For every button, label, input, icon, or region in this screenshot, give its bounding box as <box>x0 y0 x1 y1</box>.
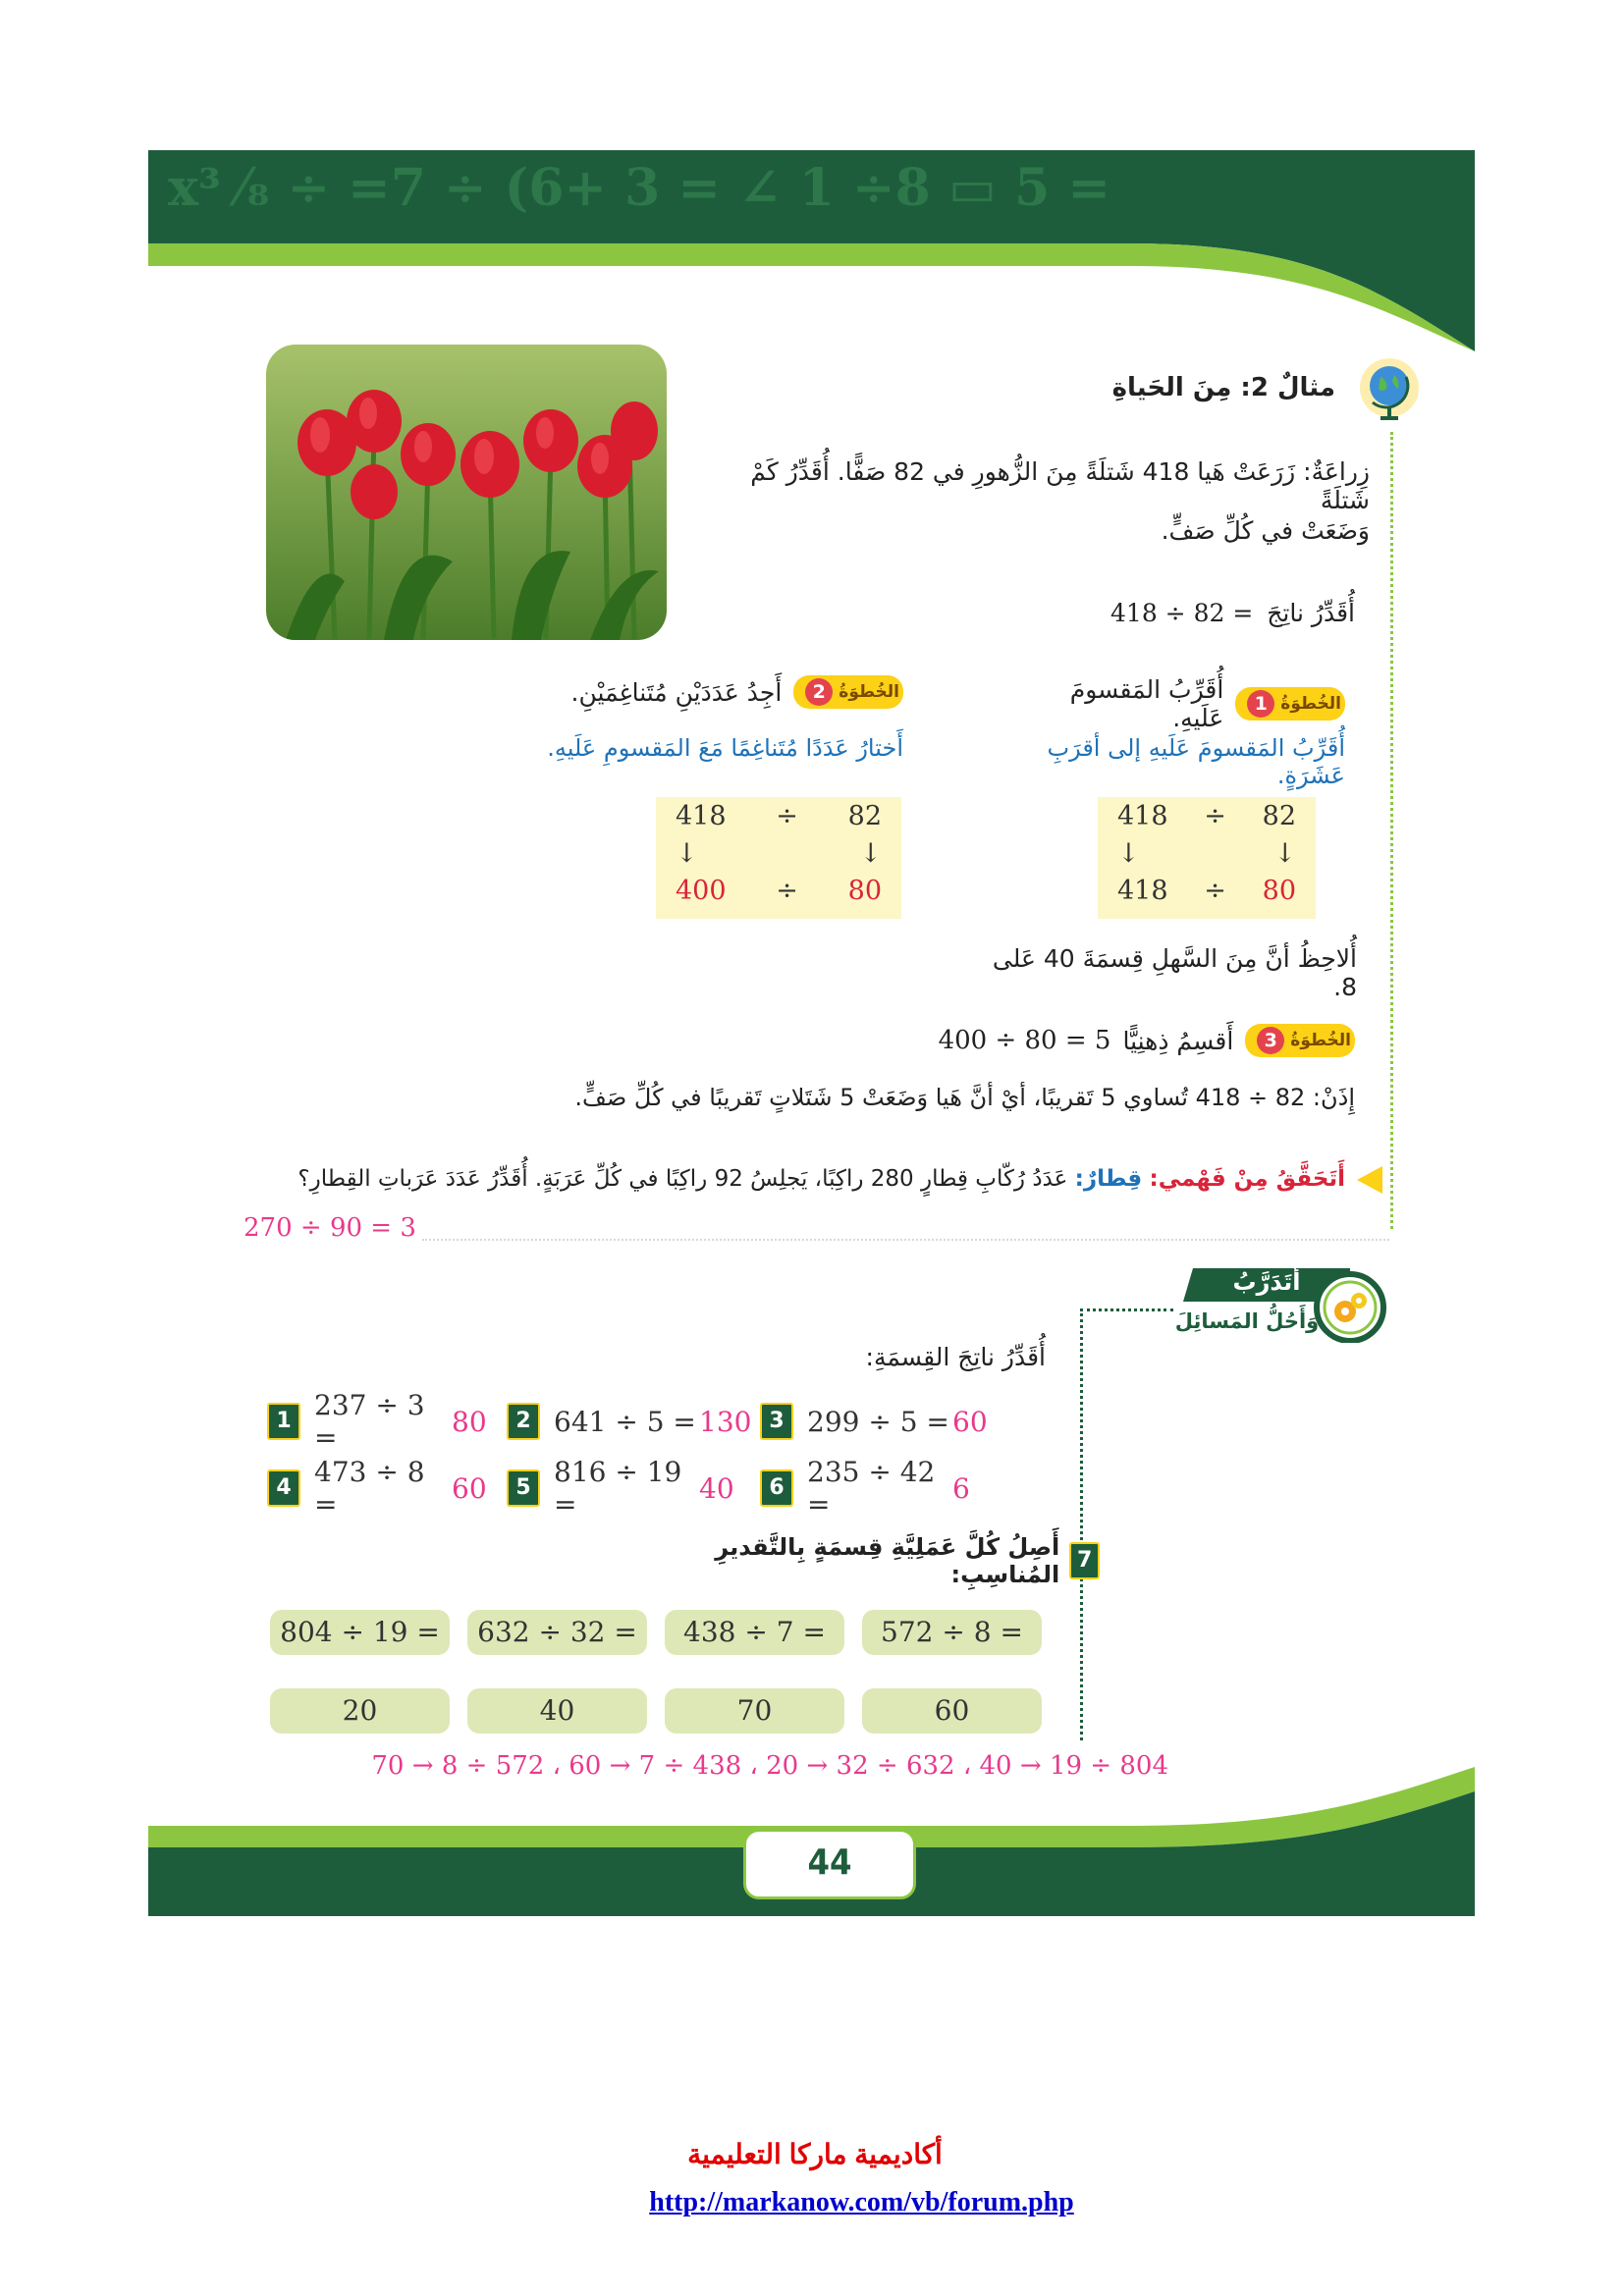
step-3-heading <box>933 1024 1355 1057</box>
estimate-option[interactable]: 60 <box>862 1688 1042 1734</box>
forum-link[interactable]: http://markanow.com/vb/forum.php <box>649 2187 1074 2217</box>
check-question <box>298 1166 1345 1192</box>
step-2-description: أَختارُ عَدَدًا مُتَناغِمًا مَعَ المَقسومِ عَلَيهِ. <box>547 734 903 762</box>
step-1-badge: الخُطوَةُ 1 <box>1235 687 1345 721</box>
practice-subtitle: وَأَحُلُّ المَسائِلَ <box>1174 1309 1320 1333</box>
question-number: 1 <box>267 1403 300 1440</box>
step-1-title: أُقَرِّبُ المَقسومَ عَلَيهِ. <box>1069 675 1224 732</box>
question-answer: 60 <box>452 1471 487 1505</box>
question-answer: 130 <box>699 1405 752 1438</box>
question-answer: 40 <box>699 1471 734 1505</box>
question-number: 4 <box>267 1469 300 1507</box>
question-number: 5 <box>507 1469 540 1507</box>
practice-border-left <box>1080 1308 1083 1740</box>
example-border-right <box>1390 432 1393 1229</box>
question-answer: 6 <box>952 1471 970 1505</box>
question-answer: 60 <box>952 1405 988 1438</box>
step-2-calc-box: 418 ÷ 82 ↓ ↓ 400 ÷ 80 <box>656 797 901 919</box>
practice-title: أَتَدَرَّبُ <box>1232 1268 1301 1296</box>
conclusion-text: إِذَنْ: 82 ÷ 418 تُساوي 5 تَقريبًا، أيْ أنَّ هَيا وَضَعَتْ 5 شَتَلاتٍ تَقريبًا في كُلِّ صَفٍّ. <box>574 1084 1355 1111</box>
question-expression: 299 ÷ 5 = <box>807 1405 949 1438</box>
estimate-expression: 418 ÷ 82 = <box>1110 599 1254 627</box>
step-2-title: أَجِدُ عَدَدَيْنِ مُتَناغِمَيْنِ. <box>570 677 783 707</box>
practice-border-top <box>1080 1308 1173 1311</box>
step-3-title: أَقسِمُ ذِهنِيًّا <box>1122 1026 1234 1055</box>
step-1-description: أُقَرِّبُ المَقسومَ عَلَيهِ إلى أقرَبِ عَشَرَةٍ. <box>1047 734 1345 789</box>
check-pointer-icon <box>1357 1166 1382 1194</box>
example-title: مثالٌ 2: مِنَ الحَياةِ <box>1111 373 1335 402</box>
academy-name: أكاديمية ماركا التعليمية <box>687 2139 943 2169</box>
arrow-icon: ↓ <box>1117 838 1140 869</box>
question-number: 6 <box>760 1469 793 1507</box>
question-number: 2 <box>507 1403 540 1440</box>
problem-line-1: زِراعَةٌ: زَرَعَتْ هَيا 418 شَتلَةً مِنَ الزُّهورِ في 82 صَفًّا. أُقَدِّرُ كَمْ شَتلَةً <box>750 457 1370 514</box>
question-expression: 816 ÷ 19 = <box>554 1456 682 1521</box>
estimate-option[interactable]: 20 <box>270 1688 450 1734</box>
arrow-icon: ↓ <box>1273 838 1296 869</box>
step-1-heading <box>1011 675 1345 732</box>
example-border-bottom <box>422 1239 1389 1241</box>
check-topic: قِطارٌ: <box>1074 1166 1143 1192</box>
division-operation[interactable]: 632 ÷ 32 = <box>467 1610 647 1655</box>
problem-line-2: وَضَعَتْ في كُلِّ صَفٍّ. <box>1161 516 1370 545</box>
step-2-badge: الخُطوَةُ 2 <box>793 675 903 709</box>
tulips-photo <box>266 345 667 640</box>
question-7-heading <box>648 1533 1100 1588</box>
question-expression: 641 ÷ 5 = <box>554 1405 696 1438</box>
step-1-calc-box: 418 ÷ 82 ↓ ↓ 418 ÷ 80 <box>1098 797 1316 919</box>
step-3-badge: الخُطوَةُ 3 <box>1245 1024 1355 1057</box>
question-answer: 80 <box>452 1405 487 1438</box>
question-number: 3 <box>760 1403 793 1440</box>
question-7-answer: 804 ÷ 19 → 40 ، 632 ÷ 32 → 20 ، 438 ÷ 7 → 60 ، 572 ÷ 8 → 70 <box>371 1751 1168 1781</box>
check-text: عَدَدُ رُكّابِ قِطارٍ 280 راكِبًا، يَجلِسُ 92 راكِبًا في كُلِّ عَرَبَةٍ. أُقَدِّرُ عَدَدَ عَرَباتِ القِطارِ؟ <box>298 1166 1068 1192</box>
step-2-heading <box>550 675 903 709</box>
globe-icon <box>1355 355 1424 424</box>
check-label: أَتَحَقَّقُ مِنْ فَهْمي: <box>1149 1166 1345 1192</box>
question-7-text: أَصِلُ كُلَّ عَمَلِيَّةِ قِسمَةٍ بِالتَّقديرِ المُناسِبِ: <box>715 1533 1060 1588</box>
estimate-option[interactable]: 70 <box>665 1688 844 1734</box>
practice-row-1 <box>267 1389 1013 1454</box>
check-answer: 270 ÷ 90 = 3 <box>244 1213 416 1243</box>
page-number: 44 <box>743 1829 916 1899</box>
practice-row-2 <box>267 1456 1013 1521</box>
question-expression: 473 ÷ 8 = <box>314 1456 425 1521</box>
division-operation[interactable]: 438 ÷ 7 = <box>665 1610 844 1655</box>
estimate-label: أُقَدِّرُ ناتِجَ <box>1267 599 1355 627</box>
division-operation[interactable]: 572 ÷ 8 = <box>862 1610 1042 1655</box>
math-symbols-decoration: x³ ⁄₈ ÷ =7 ÷ (6+ 3 = ∠ 1 ÷8 ▭ 5 = <box>168 158 1110 218</box>
estimate-option[interactable]: 40 <box>467 1688 647 1734</box>
step-3-expression: 400 ÷ 80 = 5 <box>938 1026 1111 1055</box>
practice-instruction: أُقَدِّرُ ناتِجَ القِسمَةِ: <box>865 1343 1046 1371</box>
note-text: أُلاحِظُ أنَّ مِنَ السَّهلِ قِسمَةَ 40 عَلى 8. <box>992 944 1357 1001</box>
arrow-icon: ↓ <box>676 838 698 869</box>
division-operation[interactable]: 804 ÷ 19 = <box>270 1610 450 1655</box>
practice-header <box>1173 1266 1389 1343</box>
question-expression: 235 ÷ 42 = <box>807 1456 936 1521</box>
arrow-icon: ↓ <box>859 838 882 869</box>
estimate-line <box>1108 599 1355 627</box>
question-expression: 237 ÷ 3 = <box>314 1389 425 1454</box>
question-number: 7 <box>1069 1542 1100 1579</box>
